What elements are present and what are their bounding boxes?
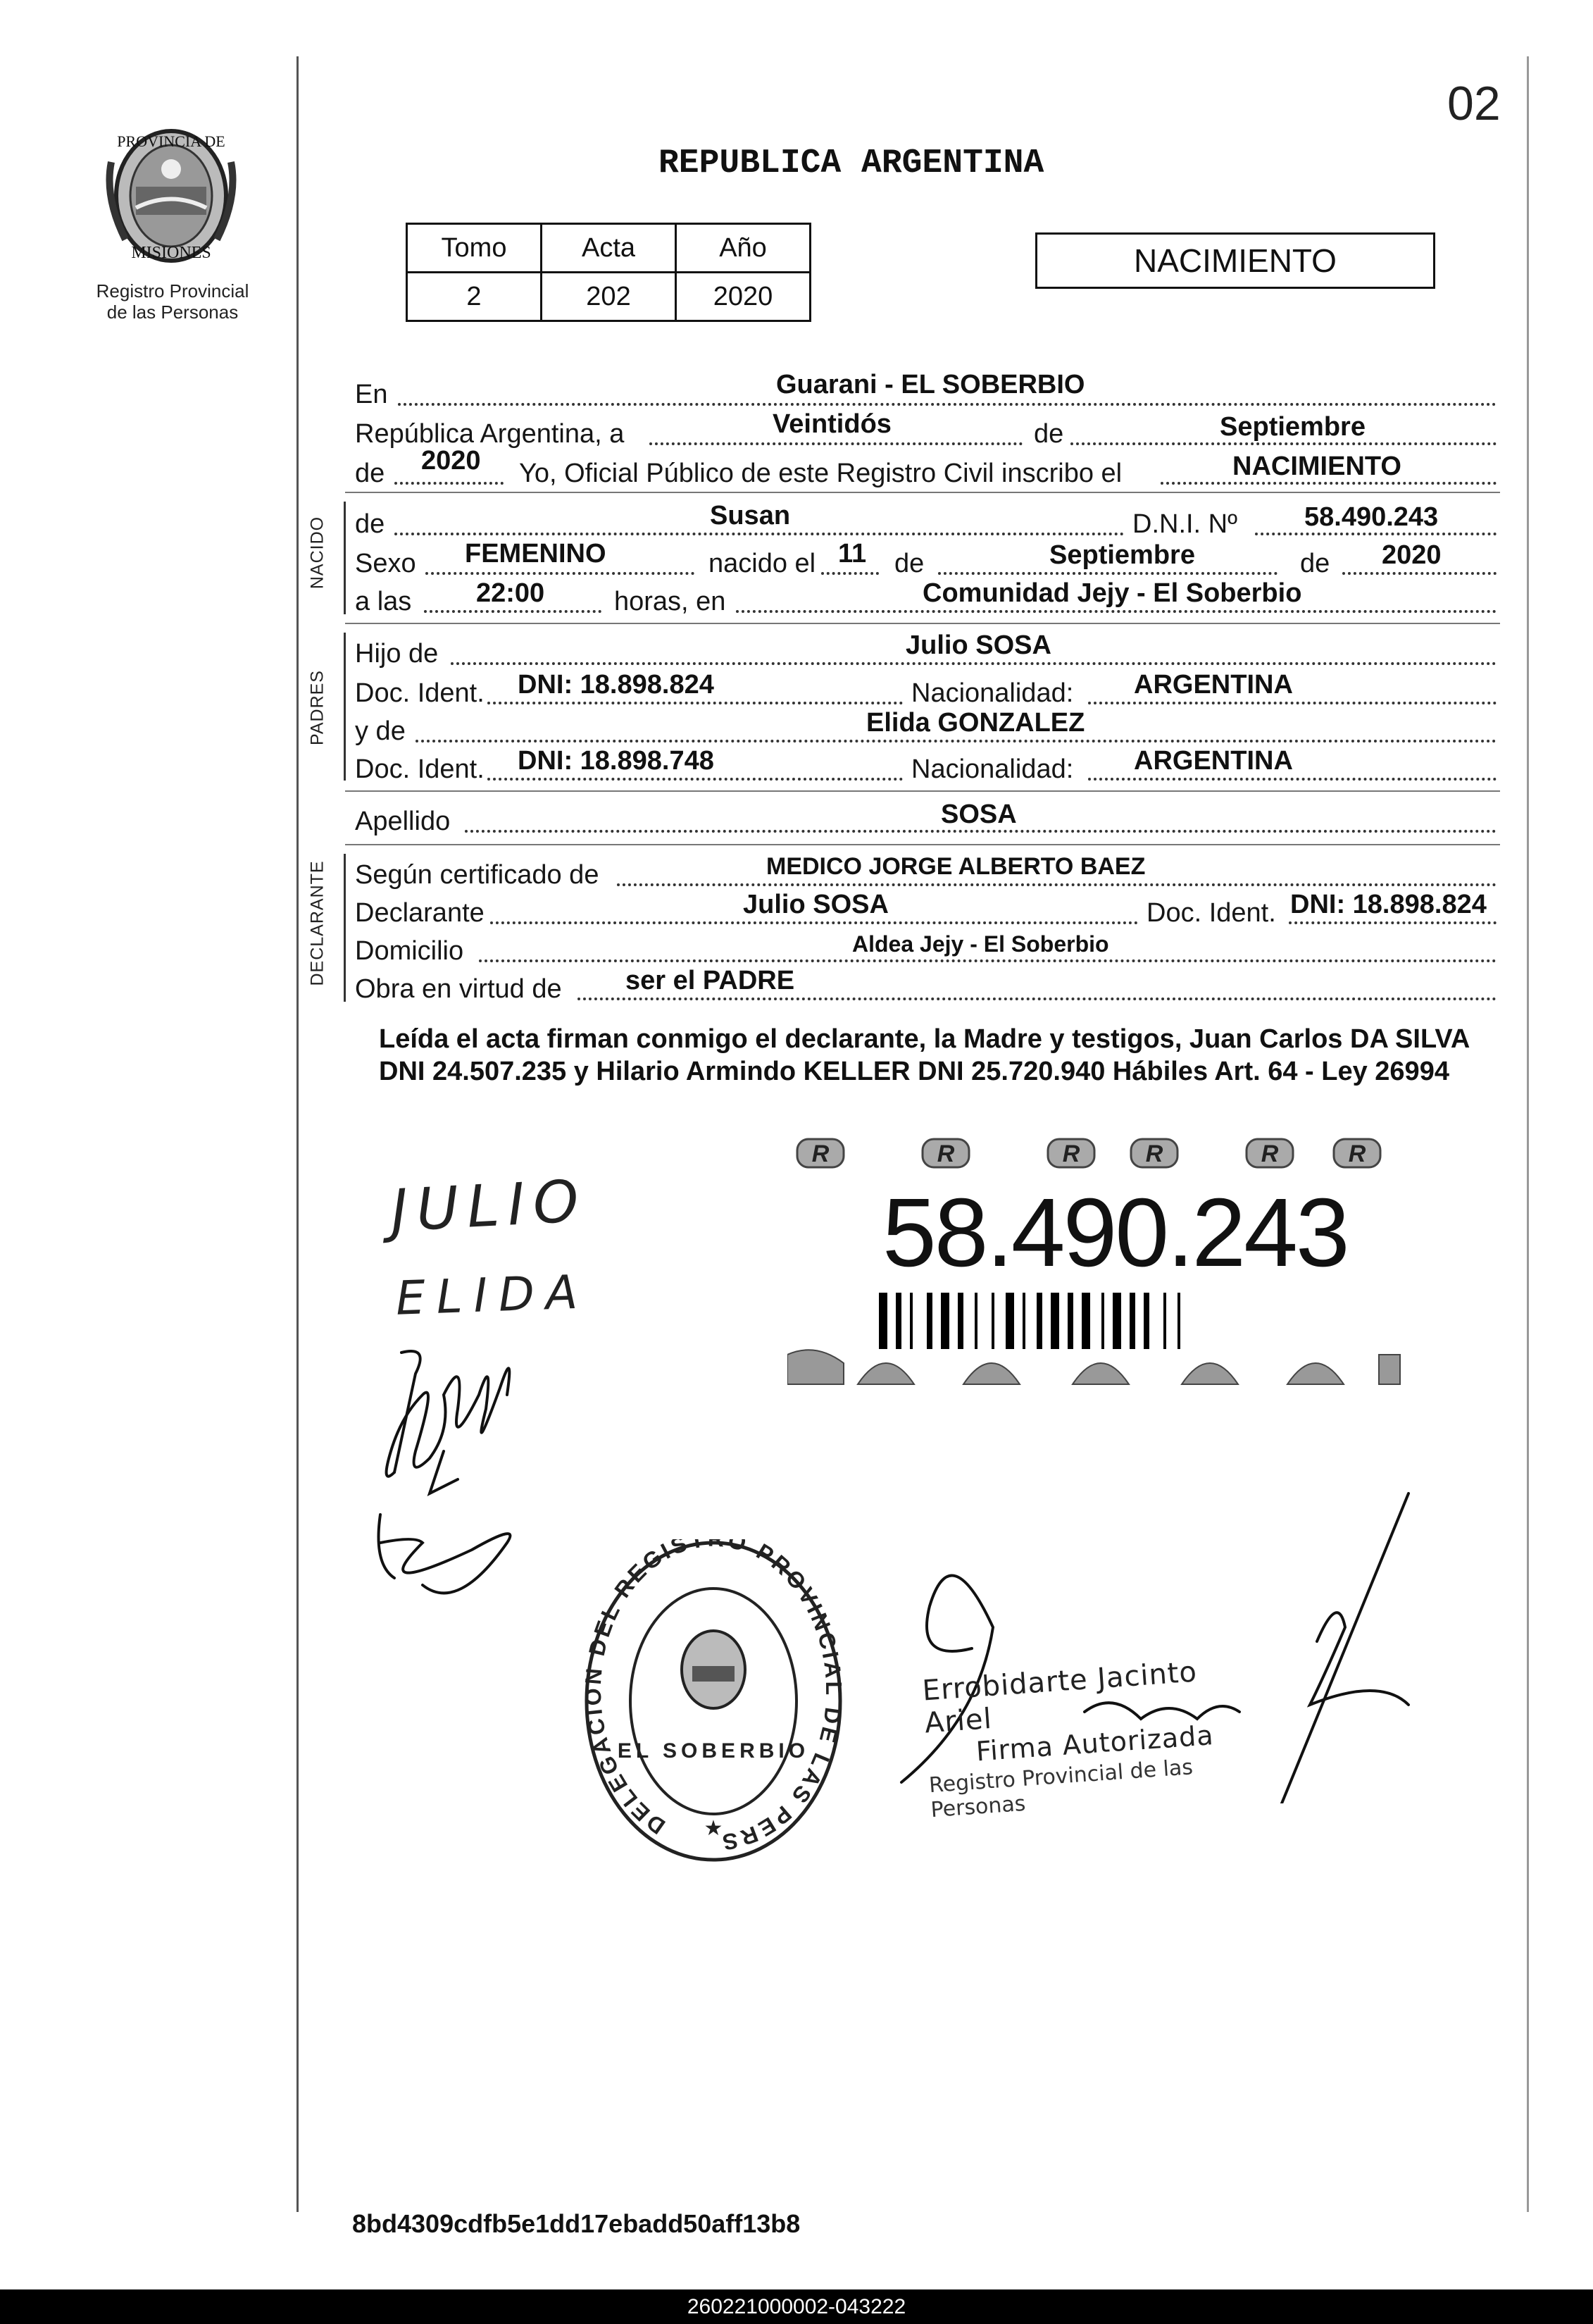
- barcode-bar: [1113, 1293, 1121, 1349]
- divider-1: [345, 492, 1500, 493]
- sticker-number: 58.490.243: [882, 1179, 1348, 1287]
- barcode-bar: [1130, 1293, 1135, 1349]
- value-padre-doc: DNI: 18.898.824: [518, 670, 714, 700]
- value-madre-doc: DNI: 18.898.748: [518, 746, 714, 776]
- record-table: [406, 223, 811, 322]
- nacido-bracket: [344, 502, 346, 614]
- value-certificado: MEDICO JORGE ALBERTO BAEZ: [766, 853, 1146, 880]
- barcode-bar: [1082, 1293, 1090, 1349]
- value-anio-nac: 2020: [1382, 540, 1442, 570]
- value-nombre: Susan: [710, 501, 791, 530]
- dots-sexo: [425, 572, 694, 575]
- label-de-nombre: de: [355, 509, 385, 539]
- value-tomo: 2: [407, 273, 542, 321]
- barcode-bar: [1037, 1293, 1042, 1349]
- document-title: REPUBLICA ARGENTINA: [658, 144, 1044, 182]
- barcode-bar: [896, 1293, 901, 1349]
- barcode-bar: [941, 1293, 949, 1349]
- registry-line-2: de las Personas: [106, 302, 239, 323]
- footer-code: 260221000002-043222: [687, 2295, 906, 2318]
- svg-text:R: R: [1348, 1141, 1366, 1167]
- divider-4: [345, 844, 1500, 845]
- barcode-bar: [1177, 1293, 1180, 1349]
- section-declarante: DECLARANTE: [307, 860, 327, 986]
- official-office: Registro Provincial de las Personas: [928, 1755, 1194, 1823]
- dots-anio: [394, 482, 504, 485]
- official-stamp: [921, 1651, 1282, 1822]
- declarante-bracket: [344, 854, 346, 1002]
- registry-line-1: Registro Provincial: [96, 280, 249, 302]
- value-mes-nac: Septiembre: [1049, 540, 1195, 570]
- header-tomo: Tomo: [407, 224, 542, 273]
- label-sexo: Sexo: [355, 549, 416, 578]
- page-number: 02: [1447, 77, 1501, 130]
- closing-text: Leída el acta firman conmigo el declarante, la Madre y testigos, Juan Carlos DA SILVA DNI 24.507.235 y Hilario Armindo KELLER DNI 25.720.940 Hábiles Art. 64 - Ley 26994: [379, 1024, 1469, 1086]
- value-padre: Julio SOSA: [906, 630, 1051, 660]
- label-dni: D.N.I. Nº: [1132, 509, 1237, 539]
- label-apellido: Apellido: [355, 807, 451, 836]
- svg-text:MISIONES: MISIONES: [131, 244, 211, 262]
- label-segun-certificado: Según certificado de: [355, 860, 599, 890]
- dots-lugar-nac: [736, 610, 1497, 613]
- dots-madre-doc: [487, 778, 903, 781]
- value-tipo: NACIMIENTO: [1232, 452, 1401, 481]
- value-mes: Septiembre: [1220, 412, 1366, 442]
- svg-text:EL SOBERBIO: EL SOBERBIO: [617, 1739, 810, 1763]
- dni-sticker: [787, 1131, 1407, 1388]
- dots-obra: [577, 998, 1497, 1000]
- dots-dia: [649, 442, 1023, 445]
- label-a-las: a las: [355, 587, 412, 616]
- value-obra: ser el PADRE: [625, 966, 795, 995]
- dots-declarante-doc: [1289, 921, 1497, 924]
- barcode-bar: [1144, 1293, 1149, 1349]
- dots-dia-nac: [821, 572, 879, 575]
- dots-hora: [424, 610, 601, 613]
- value-madre: Elida GONZALEZ: [866, 708, 1085, 738]
- svg-text:R: R: [1145, 1141, 1163, 1167]
- barcode-bar: [1101, 1293, 1104, 1349]
- dots-padre-doc: [487, 702, 903, 704]
- dots-padre-nac: [1088, 702, 1497, 704]
- value-dia-nac: 11: [838, 539, 867, 568]
- label-nacido-el: nacido el: [708, 549, 816, 578]
- value-dni: 58.490.243: [1304, 502, 1439, 532]
- value-dia-letras: Veintidós: [773, 409, 892, 439]
- label-horas-en: horas, en: [614, 587, 726, 616]
- svg-text:R: R: [811, 1141, 830, 1167]
- label-nacionalidad-2: Nacionalidad:: [911, 754, 1074, 784]
- document-hash: 8bd4309cdfb5e1dd17ebadd50aff13b8: [352, 2209, 801, 2238]
- dots-padre: [451, 662, 1497, 665]
- label-republica: República Argentina, a: [355, 419, 625, 449]
- value-anio: 2020: [676, 273, 811, 321]
- value-sexo: FEMENINO: [465, 539, 606, 568]
- label-doc-ident-2: Doc. Ident.: [355, 754, 485, 784]
- value-hora: 22:00: [476, 578, 545, 608]
- label-en: En: [355, 380, 388, 409]
- value-declarante: Julio SOSA: [743, 890, 889, 919]
- dots-domicilio: [479, 959, 1497, 962]
- svg-text:PROVINCIA DE: PROVINCIA DE: [117, 132, 225, 150]
- svg-text:R: R: [937, 1141, 955, 1167]
- label-de-mes: de: [1034, 419, 1064, 449]
- handwritten-name-1: JULIO: [389, 1167, 589, 1245]
- value-anio: 2020: [421, 446, 481, 476]
- province-logo: [97, 120, 245, 268]
- dots-anio-nac: [1342, 572, 1497, 575]
- official-name: Errobidarte Jacinto Ariel: [921, 1655, 1199, 1740]
- label-doc-ident-decl: Doc. Ident.: [1147, 898, 1276, 928]
- value-apellido: SOSA: [941, 800, 1017, 829]
- label-obra-en-virtud: Obra en virtud de: [355, 974, 562, 1004]
- signature-left: [352, 1310, 563, 1803]
- barcode-bar: [910, 1293, 913, 1349]
- value-madre-nac: ARGENTINA: [1134, 746, 1293, 776]
- section-padres: PADRES: [307, 670, 327, 745]
- value-acta: 202: [542, 273, 676, 321]
- registry-name: [70, 280, 275, 323]
- label-hijo-de: Hijo de: [355, 639, 439, 669]
- barcode-bar: [975, 1293, 977, 1349]
- label-doc-ident-1: Doc. Ident.: [355, 678, 485, 708]
- value-lugar: Guarani - EL SOBERBIO: [776, 370, 1085, 399]
- label-yo: Yo, Oficial Público de este Registro Civil inscribo el: [519, 459, 1123, 488]
- label-de-anio: de: [355, 459, 385, 488]
- barcode-bar: [1023, 1293, 1025, 1349]
- right-margin-line: [1527, 56, 1529, 2212]
- left-margin-line: [296, 56, 299, 2212]
- dots-en: [398, 403, 1497, 406]
- svg-text:R: R: [1261, 1141, 1279, 1167]
- divider-2: [345, 623, 1500, 624]
- dots-mes-nac: [938, 572, 1277, 575]
- dots-declarante: [490, 921, 1138, 924]
- registry-seal: [583, 1539, 844, 1863]
- barcode-bar: [1006, 1293, 1014, 1349]
- value-domicilio: Aldea Jejy - El Soberbio: [852, 931, 1109, 957]
- barcode-bar: [879, 1293, 887, 1349]
- svg-text:R: R: [1062, 1141, 1080, 1167]
- value-padre-nac: ARGENTINA: [1134, 670, 1293, 700]
- label-domicilio: Domicilio: [355, 936, 464, 966]
- footer-bar: [0, 2289, 1593, 2324]
- barcode-bar: [927, 1293, 932, 1349]
- dots-madre-nac: [1088, 778, 1497, 781]
- label-nacionalidad-1: Nacionalidad:: [911, 678, 1074, 708]
- dots-apellido: [465, 830, 1497, 833]
- label-declarante: Declarante: [355, 898, 485, 928]
- value-lugar-nac: Comunidad Jejy - El Soberbio: [923, 578, 1302, 608]
- padres-bracket: [344, 633, 346, 781]
- barcode-bar: [1051, 1293, 1059, 1349]
- record-type: NACIMIENTO: [1134, 242, 1337, 279]
- dots-madre: [416, 740, 1497, 742]
- dots-tipo: [1161, 482, 1497, 485]
- dots-certificado: [617, 883, 1497, 886]
- value-declarante-doc: DNI: 18.898.824: [1290, 890, 1487, 919]
- dots-dni: [1255, 533, 1497, 535]
- dots-nombre: [394, 533, 1124, 535]
- label-de-mes-nac: de: [894, 549, 925, 578]
- barcode-bar: [1068, 1293, 1073, 1349]
- header-acta: Acta: [542, 224, 676, 273]
- record-type-box: [1035, 232, 1435, 289]
- divider-3: [345, 790, 1500, 792]
- official-role: Firma Autorizada: [975, 1720, 1215, 1767]
- label-y-de: y de: [355, 716, 406, 746]
- dots-mes: [1070, 442, 1497, 445]
- svg-text:DELEGACION DEL REGISTRO PROVIN: DELEGACI DEL REGIST O PROVINCI DE LAS PERS: [583, 1539, 844, 1856]
- section-nacido: NACIDO: [307, 516, 327, 590]
- barcode-bar: [1163, 1293, 1166, 1349]
- handwritten-name-2: ELIDA: [394, 1264, 590, 1326]
- barcode-bar: [992, 1293, 994, 1349]
- label-de-anio-nac: de: [1300, 549, 1330, 578]
- svg-text:★: ★: [704, 1817, 723, 1840]
- header-anio: Año: [676, 224, 811, 273]
- barcode-bar: [958, 1293, 963, 1349]
